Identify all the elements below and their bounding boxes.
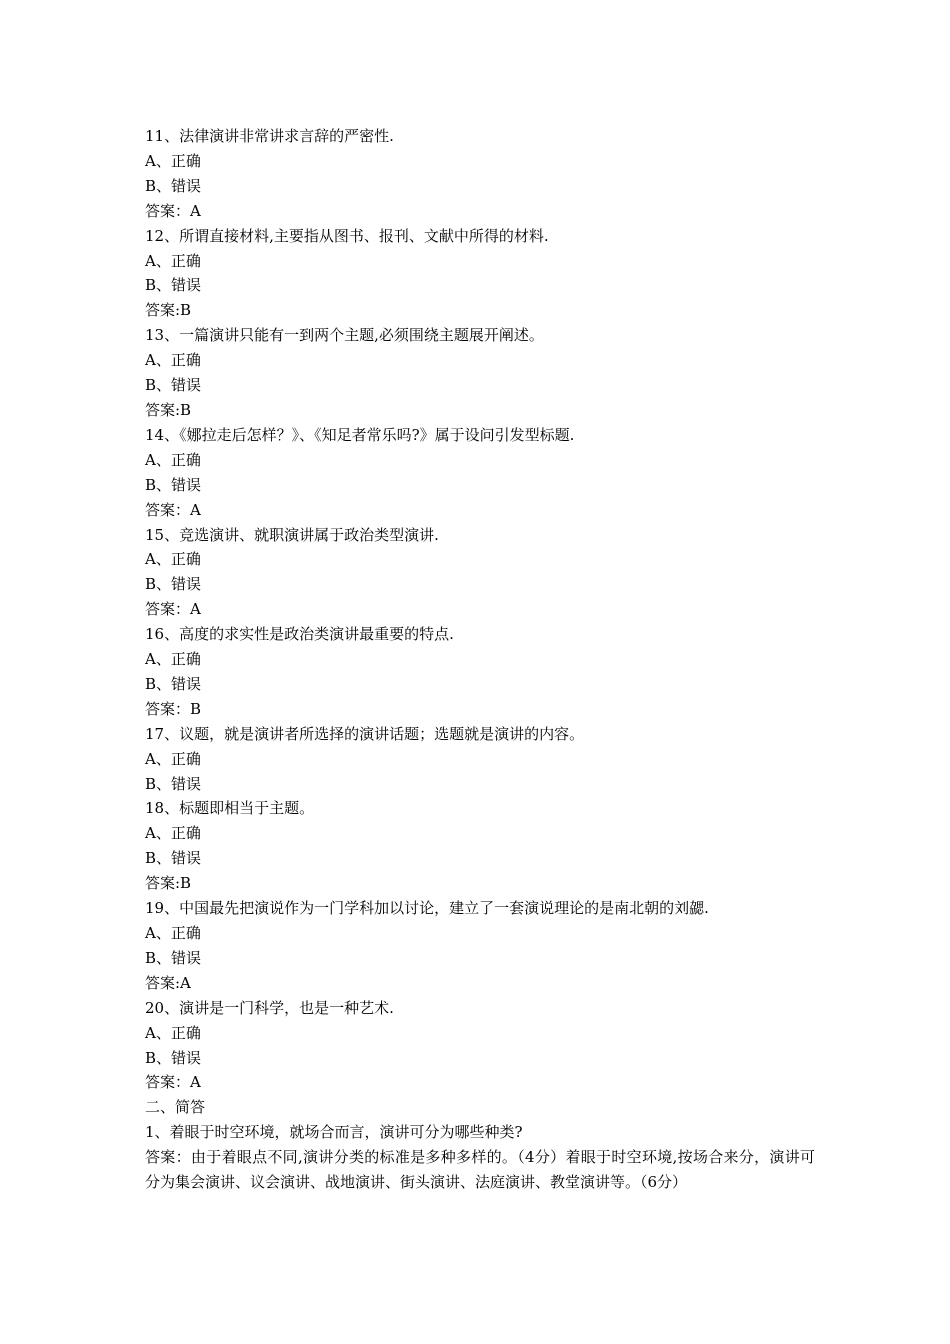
option-b: B、错误 bbox=[145, 176, 202, 195]
option-b: B、错误 bbox=[145, 849, 202, 868]
option-a: A、正确 bbox=[145, 824, 201, 843]
question-12-text: 12、所谓直接材料,主要指从图书、报刊、文献中所得的材料. bbox=[145, 226, 549, 245]
question-20-text: 20、演讲是一门科学，也是一种艺术. bbox=[145, 998, 394, 1017]
short-answer-1-answer: 答案：由于着眼点不同,演讲分类的标准是多种多样的。（4分）着眼于时空环境,按场合来分，演讲可分为集会演讲、议会演讲、战地演讲、街头演讲、法庭演讲、教堂演讲等。（6分） bbox=[145, 1148, 815, 1192]
section-heading-short-answer: 二、简答 bbox=[145, 1098, 206, 1117]
option-a: A、正确 bbox=[145, 351, 201, 370]
answer-11: 答案：A bbox=[145, 201, 201, 220]
document-page bbox=[145, 124, 815, 1195]
question-19-text: 19、中国最先把演说作为一门学科加以讨论，建立了一套演说理论的是南北朝的刘勰. bbox=[145, 899, 709, 918]
question-11-text: 11、法律演讲非常讲求言辞的严密性. bbox=[145, 127, 394, 145]
answer-20: 答案：A bbox=[145, 1073, 201, 1092]
answer-18: 答案:B bbox=[145, 874, 192, 893]
answer-16: 答案：B bbox=[145, 699, 202, 718]
option-a: A、正确 bbox=[145, 450, 201, 469]
option-a: A、正确 bbox=[145, 650, 201, 669]
option-a: A、正确 bbox=[145, 749, 201, 768]
answer-19: 答案:A bbox=[145, 973, 191, 992]
option-a: A、正确 bbox=[145, 151, 201, 170]
answer-14: 答案：A bbox=[145, 500, 201, 519]
option-b: B、错误 bbox=[145, 276, 202, 295]
option-b: B、错误 bbox=[145, 774, 202, 793]
option-b: B、错误 bbox=[145, 475, 202, 494]
short-answer-question-1: 1、着眼于时空环境，就场合而言，演讲可分为哪些种类? bbox=[145, 1123, 523, 1142]
question-17-text: 17、议题，就是演讲者所选择的演讲话题；选题就是演讲的内容。 bbox=[145, 724, 585, 743]
option-b: B、错误 bbox=[145, 674, 202, 693]
question-16-text: 16、高度的求实性是政治类演讲最重要的特点. bbox=[145, 625, 454, 644]
question-13-text: 13、一篇演讲只能有一到两个主题,必须围绕主题展开阐述。 bbox=[145, 326, 544, 345]
option-a: A、正确 bbox=[145, 550, 201, 569]
option-b: B、错误 bbox=[145, 376, 202, 395]
option-b: B、错误 bbox=[145, 1048, 202, 1067]
option-b: B、错误 bbox=[145, 575, 202, 594]
answer-15: 答案：A bbox=[145, 600, 201, 619]
question-14-text: 14、《娜拉走后怎样？》、《知足者常乐吗?》属于设问引发型标题. bbox=[145, 425, 575, 444]
option-b: B、错误 bbox=[145, 948, 202, 967]
answer-13: 答案:B bbox=[145, 400, 192, 419]
question-18-text: 18、标题即相当于主题。 bbox=[145, 799, 315, 818]
question-15-text: 15、竞选演讲、就职演讲属于政治类型演讲. bbox=[145, 525, 439, 544]
answer-12: 答案:B bbox=[145, 301, 192, 320]
option-a: A、正确 bbox=[145, 251, 201, 270]
option-a: A、正确 bbox=[145, 1023, 201, 1042]
option-a: A、正确 bbox=[145, 924, 201, 942]
